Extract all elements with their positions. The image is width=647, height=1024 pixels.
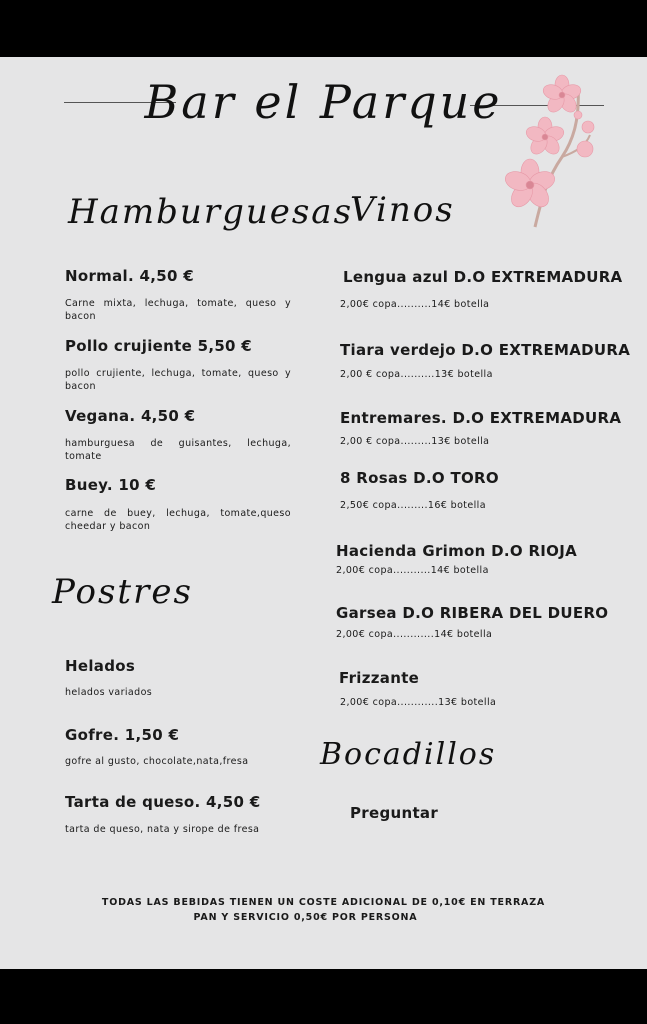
postre-name: Helados (65, 657, 136, 675)
vinos-heading: Vinos (350, 190, 455, 230)
vino-name: Garsea D.O RIBERA DEL DUERO (336, 604, 609, 622)
postre-name: Gofre. 1,50 € (65, 726, 180, 744)
postre-desc: helados variados (65, 687, 153, 698)
footer-note-terraza: TODAS LAS BEBIDAS TIENEN UN COSTE ADICIONAL DE 0,10€ EN TERRAZA (101, 897, 546, 908)
hamburguesa-desc: Carne mixta, lechuga, tomate, queso y bacon (65, 298, 291, 322)
hamburguesas-heading: Hamburguesas (68, 192, 354, 232)
bocadillos-note: Preguntar (350, 804, 439, 822)
hamburguesa-name: Vegana. 4,50 € (65, 407, 196, 425)
vino-price: 2,00€ copa..........14€ botella (340, 299, 490, 310)
bocadillos-heading: Bocadillos (320, 737, 497, 772)
vino-name: Tiara verdejo D.O EXTREMADURA (340, 341, 631, 359)
postre-name: Tarta de queso. 4,50 € (65, 793, 261, 811)
vino-price: 2,00 € copa.........13€ botella (340, 436, 490, 447)
vino-price: 2,00€ copa............13€ botella (340, 697, 497, 708)
postres-heading: Postres (52, 572, 193, 612)
vino-price: 2,00 € copa..........13€ botella (340, 369, 493, 380)
vino-price: 2,00€ copa...........14€ botella (336, 565, 489, 576)
hamburguesa-desc: hamburguesa de guisantes, lechuga, tomate (65, 438, 291, 462)
vino-name: Frizzante (339, 669, 420, 687)
vino-name: Lengua azul D.O EXTREMADURA (343, 268, 623, 286)
hamburguesa-name: Normal. 4,50 € (65, 267, 194, 285)
postre-desc: gofre al gusto, chocolate,nata,fresa (65, 756, 249, 767)
vino-name: Entremares. D.O EXTREMADURA (340, 409, 622, 427)
hamburguesa-name: Buey. 10 € (65, 476, 157, 494)
vino-name: 8 Rosas D.O TORO (340, 469, 499, 487)
hamburguesa-desc: pollo crujiente, lechuga, tomate, queso y bacon (65, 368, 291, 392)
cherry-blossom-icon (490, 67, 610, 232)
hamburguesa-name: Pollo crujiente 5,50 € (65, 337, 253, 355)
vino-price: 2,00€ copa............14€ botella (336, 629, 493, 640)
footer-note-pan: PAN Y SERVICIO 0,50€ POR PERSONA (193, 912, 418, 923)
menu-page (0, 57, 647, 969)
postre-desc: tarta de queso, nata y sirope de fresa (65, 824, 260, 835)
vino-name: Hacienda Grimon D.O RIOJA (336, 542, 578, 560)
vino-price: 2,50€ copa.........16€ botella (340, 500, 486, 511)
hamburguesa-desc: carne de buey, lechuga, tomate,queso cheedar y bacon (65, 508, 291, 532)
page-title: Bar el Parque (144, 75, 503, 129)
